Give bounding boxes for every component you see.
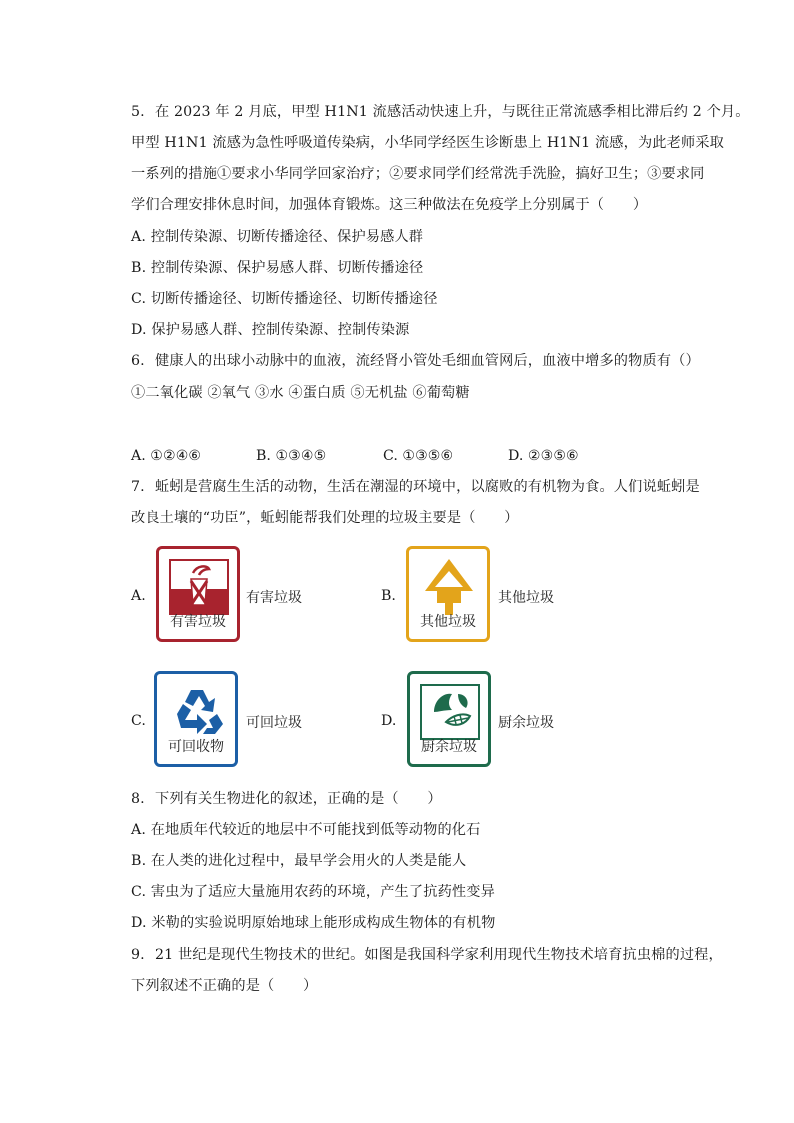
hazardous-icon [171, 561, 227, 613]
hazardous-caption: 有害垃圾 [170, 614, 226, 630]
food-waste-icon [422, 686, 478, 738]
q8-option-d: D. 米勒的实验说明原始地球上能形成构成生物体的有机物 [131, 915, 496, 931]
q5-option-c: C. 切断传播途径、切断传播途径、切断传播途径 [131, 291, 438, 307]
q7-line-1: 7. 蚯蚓是营腐生生活的动物，生活在潮湿的环境中，以腐败的有机物为食。人们说蚯蚓是 [131, 479, 700, 495]
q7-option-d-label: 厨余垃圾 [498, 715, 554, 731]
q7-option-a-letter: A. [131, 588, 146, 604]
q9-line-1: 9. 21 世纪是现代生物技术的世纪。如图是我国科学家利用现代生物技术培育抗虫棉的过程， [131, 947, 723, 963]
other-waste-sign [406, 546, 490, 642]
q7-option-c-letter: C. [131, 713, 146, 729]
q5-line-2: 甲型 H1N1 流感为急性呼吸道传染病，小华同学经医生诊断患上 H1N1 流感，为此老师采取 [131, 135, 724, 151]
other-waste-icon [419, 557, 479, 617]
q5-option-a: A. 控制传染源、切断传播途径、保护易感人群 [131, 229, 424, 245]
recyclable-caption: 可回收物 [168, 739, 224, 755]
q6-option-a: A. ①②④⑥ [131, 448, 202, 464]
q6-stem: 6. 健康人的出球小动脉中的血液，流经肾小管处毛细血管网后，血液中增多的物质有（） [131, 353, 700, 369]
q6-option-d: D. ②③⑤⑥ [508, 448, 579, 464]
q6-items: ①二氧化碳 ②氧气 ③水 ④蛋白质 ⑤无机盐 ⑥葡萄糖 [131, 385, 470, 401]
q8-stem: 8. 下列有关生物进化的叙述，正确的是（ ） [131, 791, 442, 807]
recyclable-sign [154, 671, 238, 767]
q7-option-a-label: 有害垃圾 [246, 590, 302, 606]
q7-line-2: 改良土壤的“功臣”，蚯蚓能帮我们处理的垃圾主要是（ ） [131, 510, 519, 526]
other-caption: 其他垃圾 [420, 614, 476, 630]
q6-option-b: B. ①③④⑤ [256, 448, 327, 464]
q6-option-c: C. ①③⑤⑥ [383, 448, 454, 464]
q8-option-c: C. 害虫为了适应大量施用农药的环境，产生了抗药性变异 [131, 884, 495, 900]
q8-option-a: A. 在地质年代较近的地层中不可能找到低等动物的化石 [131, 822, 481, 838]
hazardous-waste-sign [156, 546, 240, 642]
q7-option-d-letter: D. [381, 713, 397, 729]
kitchen-waste-sign [407, 671, 491, 767]
q7-option-b-label: 其他垃圾 [498, 590, 554, 606]
recycle-icon [167, 684, 227, 740]
q5-line-1: 5. 在 2023 年 2 月底，甲型 H1N1 流感活动快速上升，与既往正常流感季相比滞后约 2 个月。 [131, 104, 750, 120]
q8-option-b: B. 在人类的进化过程中，最早学会用火的人类是能人 [131, 853, 467, 869]
q7-option-c-label: 可回垃圾 [246, 715, 302, 731]
q7-option-b-letter: B. [381, 588, 396, 604]
q5-option-b: B. 控制传染源、保护易感人群、切断传播途径 [131, 260, 424, 276]
q5-line-4: 学们合理安排休息时间，加强体育锻炼。这三种做法在免疫学上分别属于（ ） [131, 197, 648, 213]
q9-line-2: 下列叙述不正确的是（ ） [131, 978, 318, 994]
q5-option-d: D. 保护易感人群、控制传染源、控制传染源 [131, 322, 410, 338]
q5-line-3: 一系列的措施①要求小华同学回家治疗；②要求同学们经常洗手洗脸，搞好卫生；③要求同 [131, 166, 705, 182]
kitchen-caption: 厨余垃圾 [421, 739, 477, 755]
